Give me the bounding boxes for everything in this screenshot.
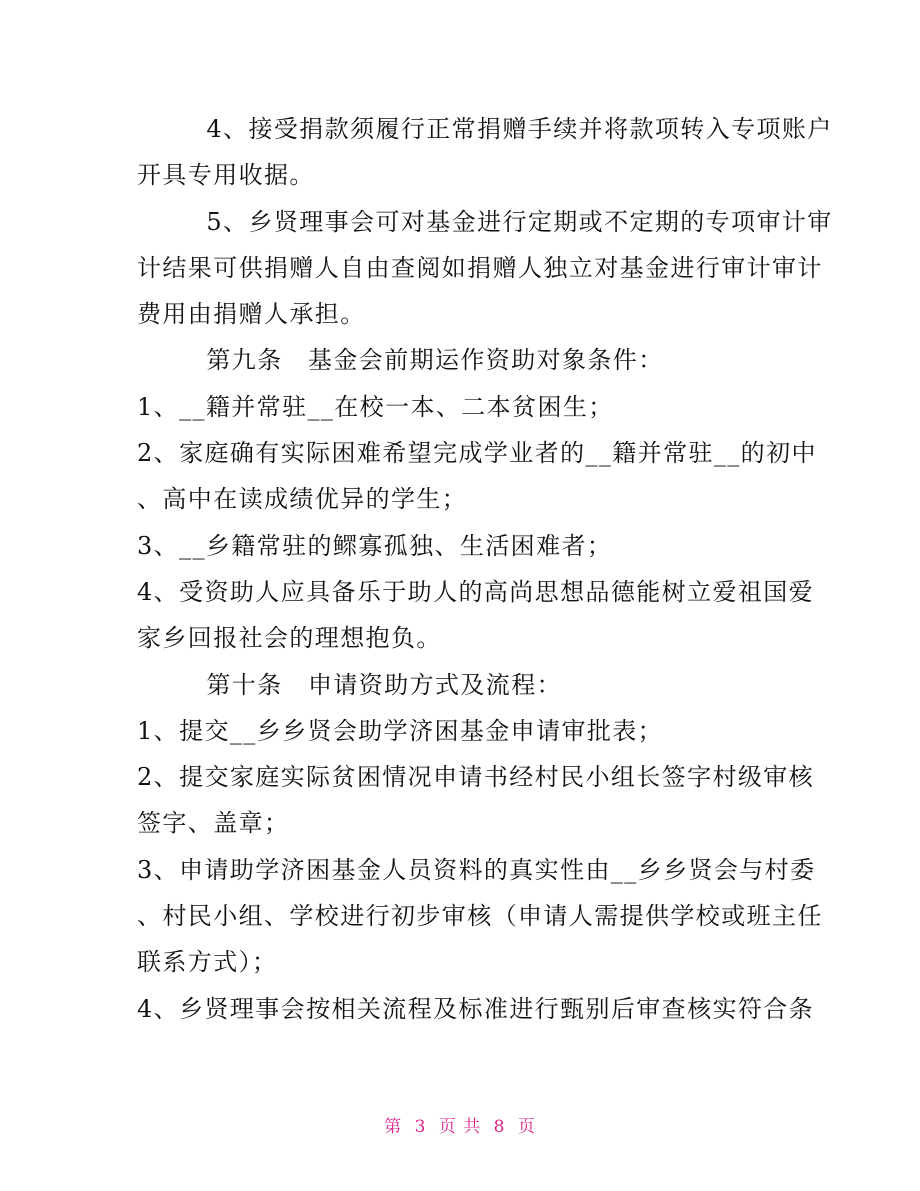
list-item: 3、__乡籍常驻的鳏寡孤独、生活困难者； [137,531,613,560]
paragraph-line: 5、乡贤理事会可对基金进行定期或不定期的专项审计审 [181,207,833,236]
list-item-continuation: 、高中在读成绩优异的学生； [137,485,468,514]
footer-total-pages: 8 [493,1117,506,1137]
paragraph-line: 费用由捐赠人承担。 [137,300,366,329]
page-footer [0,1112,920,1137]
footer-prefix: 第 [384,1117,403,1137]
list-item-continuation: 签字、盖章； [137,809,290,838]
list-item: 1、__籍并常驻__在校一本、二本贫困生； [137,392,614,421]
list-item: 4、乡贤理事会按相关流程及标准进行甄别后审查核实符合条 [137,994,815,1023]
list-item-continuation: 联系方式）； [137,948,278,977]
document-body [137,106,833,1032]
footer-suffix: 页 [517,1117,536,1137]
paragraph-line: 4、接受捐款须履行正常捐赠手续并将款项转入专项账户 [181,115,833,143]
list-item: 1、提交__乡乡贤会助学济困基金申请审批表； [137,716,664,745]
footer-mid: 页 共 [438,1117,482,1137]
list-item: 2、家庭确有实际困难希望完成学业者的__籍并常驻__的初中 [137,439,817,468]
list-item: 3、申请助学济困基金人员资料的真实性由__乡乡贤会与村委 [137,855,816,884]
paragraph-line: 计结果可供捐赠人自由查阅如捐赠人独立对基金进行审计审计 [137,253,823,282]
list-item: 4、受资助人应具备乐于助人的高尚思想品德能树立爱祖国爱 [137,577,815,606]
article-heading: 第九条 基金会前期运作资助对象条件： [181,346,664,375]
article-heading: 第十条 申请资助方式及流程： [181,670,562,699]
paragraph-line: 开具专用收据。 [137,161,315,190]
footer-current-page: 3 [414,1117,427,1137]
list-item-continuation: 家乡回报社会的理想抱负。 [137,624,442,653]
list-item-continuation: 、村民小组、学校进行初步审核（申请人需提供学校或班主任 [137,902,823,931]
list-item: 2、提交家庭实际贫困情况申请书经村民小组长签字村级审核 [137,763,815,792]
